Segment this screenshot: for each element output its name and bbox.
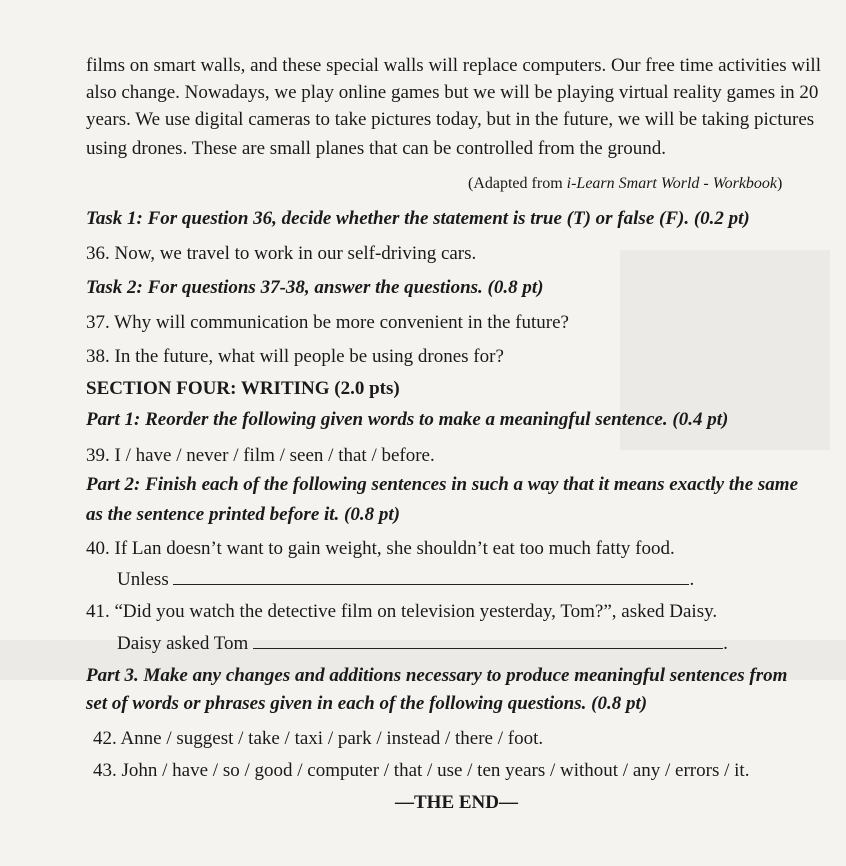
- answer-blank-41[interactable]: [253, 632, 723, 649]
- question-39: 39. I / have / never / film / seen / that / before.: [86, 445, 435, 466]
- end-dash-left: —: [395, 792, 414, 813]
- answer-period-41: .: [723, 633, 728, 654]
- part2-heading-continued: as the sentence printed before it. (0.8 pt): [86, 504, 400, 525]
- passage-line: also change. Nowadays, we play online games but we will be playing virtual reality games in 20: [86, 82, 819, 103]
- question-42: 42. Anne / suggest / take / taxi / park / instead / there / foot.: [93, 728, 544, 749]
- answer-line-41: [117, 632, 728, 656]
- source-prefix: (Adapted from: [468, 175, 567, 192]
- end-text: THE END: [414, 792, 499, 813]
- part3-heading: Part 3. Make any changes and additions necessary to produce meaningful sentences from: [86, 665, 788, 686]
- source-title: i-Learn Smart World - Workbook: [566, 175, 778, 192]
- question-40: 40. If Lan doesn’t want to gain weight, she shouldn’t eat too much fatty food.: [86, 538, 675, 559]
- answer-start-41: Daisy asked Tom: [117, 633, 249, 654]
- question-37: 37. Why will communication be more convenient in the future?: [86, 312, 569, 333]
- source-suffix: ): [777, 175, 783, 192]
- question-38: 38. In the future, what will people be using drones for?: [86, 346, 504, 367]
- end-marker: [395, 791, 518, 815]
- part2-heading: Part 2: Finish each of the following sentences in such a way that it means exactly the same: [86, 474, 798, 495]
- answer-start-40: Unless: [117, 569, 169, 590]
- passage-line: films on smart walls, and these special walls will replace computers. Our free time activities will: [86, 55, 821, 76]
- answer-period-40: .: [689, 569, 695, 590]
- answer-blank-40[interactable]: [173, 568, 689, 585]
- task1-heading: Task 1: For question 36, decide whether the statement is true (T) or false (F). (0.2 pt): [86, 208, 750, 229]
- end-dash-right: —: [499, 792, 518, 813]
- answer-line-40: [117, 568, 694, 592]
- section-four-title: SECTION FOUR: WRITING (2.0 pts): [86, 378, 400, 399]
- passage-line: using drones. These are small planes that can be controlled from the ground.: [86, 138, 667, 159]
- question-41: 41. “Did you watch the detective film on television yesterday, Tom?”, asked Daisy.: [86, 601, 718, 622]
- task2-heading: Task 2: For questions 37-38, answer the questions. (0.8 pt): [86, 277, 544, 298]
- question-36: 36. Now, we travel to work in our self-driving cars.: [86, 243, 477, 264]
- passage-line: years. We use digital cameras to take pictures today, but in the future, we will be taking pictures: [86, 109, 815, 130]
- part3-heading-continued: set of words or phrases given in each of the following questions. (0.8 pt): [86, 693, 648, 714]
- passage-source: [468, 172, 782, 196]
- question-43: 43. John / have / so / good / computer / that / use / ten years / without / any / errors / it.: [93, 760, 750, 781]
- part1-heading: Part 1: Reorder the following given words to make a meaningful sentence. (0.4 pt): [86, 409, 729, 430]
